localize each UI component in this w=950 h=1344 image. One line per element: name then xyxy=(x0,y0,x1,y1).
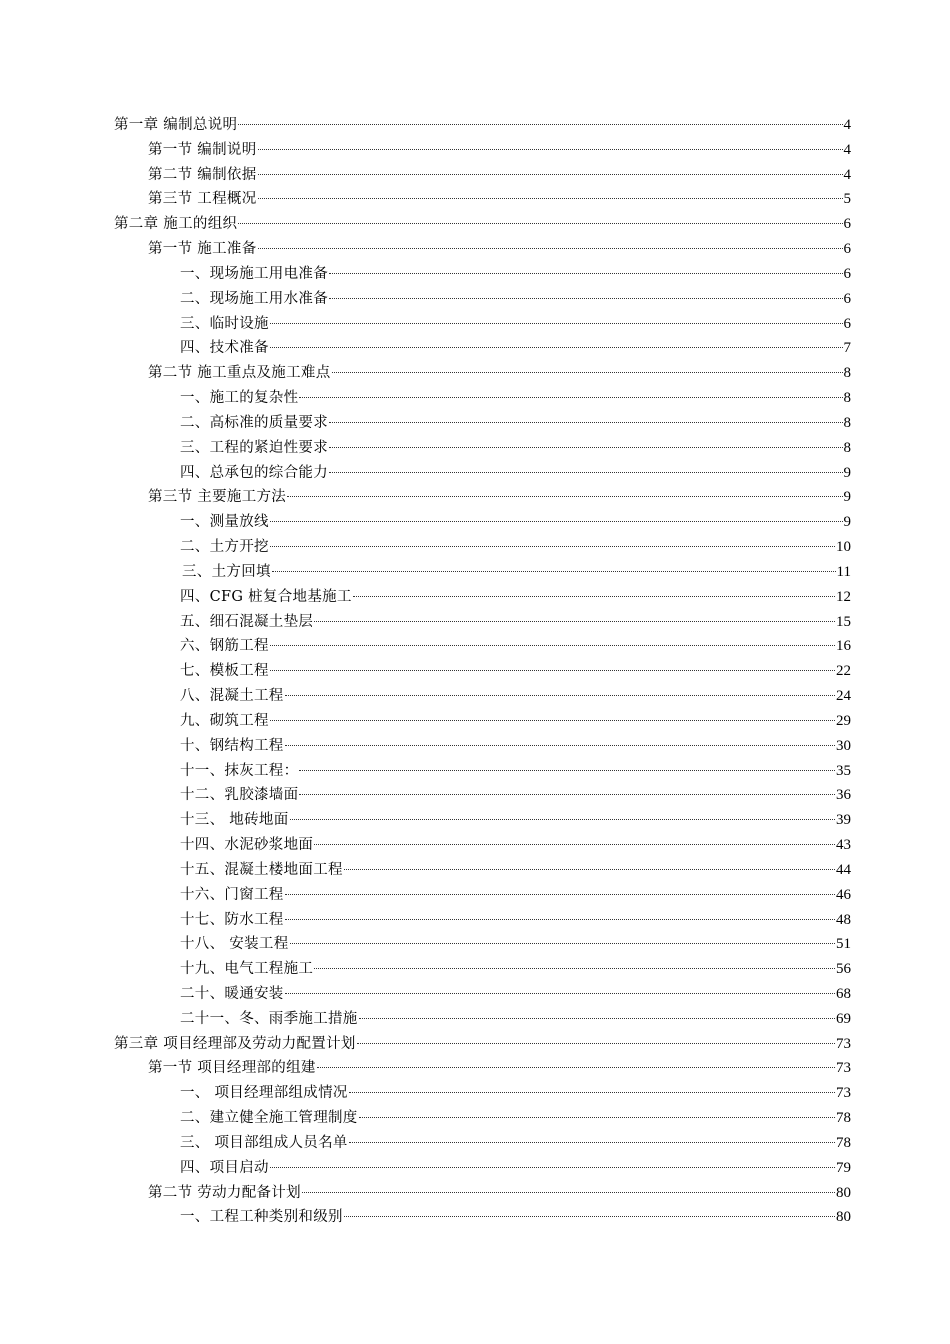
toc-entry-page-number: 7 xyxy=(843,340,851,357)
dot-leader xyxy=(299,397,842,398)
toc-entry-title: 九、砌筑工程 xyxy=(180,712,269,729)
toc-entry-title: 四、项目启动 xyxy=(180,1159,269,1176)
dot-leader xyxy=(359,1018,835,1019)
toc-entry[interactable] xyxy=(114,113,851,138)
dot-leader xyxy=(270,1167,835,1168)
toc-entry-title: 五、细石混凝土垫层 xyxy=(180,613,314,630)
dot-leader xyxy=(314,968,835,969)
toc-entry[interactable] xyxy=(114,932,851,957)
toc-entry[interactable] xyxy=(114,808,851,833)
toc-entry[interactable] xyxy=(114,858,851,883)
dot-leader xyxy=(290,819,835,820)
toc-entry-page-number: 6 xyxy=(843,315,851,332)
dot-leader xyxy=(270,323,843,324)
toc-entry-title: 第二章 施工的组织 xyxy=(114,216,238,233)
toc-entry-page-number: 8 xyxy=(843,390,851,407)
toc-entry-title: 十、钢结构工程 xyxy=(180,737,284,754)
toc-entry[interactable] xyxy=(114,734,851,759)
toc-entry-page-number: 6 xyxy=(843,290,851,307)
dot-leader xyxy=(299,770,835,771)
toc-entry-page-number: 39 xyxy=(836,812,851,829)
toc-entry-page-number: 9 xyxy=(843,464,851,481)
dot-leader xyxy=(314,844,835,845)
toc-entry-page-number: 79 xyxy=(836,1159,851,1176)
toc-entry-page-number: 80 xyxy=(836,1184,851,1201)
toc-entry-title: 二、建立健全施工管理制度 xyxy=(180,1110,358,1127)
toc-entry-page-number: 29 xyxy=(836,712,851,729)
dot-leader xyxy=(238,124,842,125)
toc-entry-title: 十六、门窗工程 xyxy=(180,886,284,903)
toc-entry-title: 二、高标准的质量要求 xyxy=(180,414,328,431)
toc-entry-title: 三、土方回填 xyxy=(182,563,271,580)
toc-entry-page-number: 80 xyxy=(836,1209,851,1226)
toc-entry-title: 十二、乳胶漆墙面 xyxy=(180,787,299,804)
toc-entry-title: 一、施工的复杂性 xyxy=(180,390,299,407)
toc-entry-page-number: 15 xyxy=(836,613,851,630)
toc-entry[interactable] xyxy=(114,783,851,808)
toc-entry-page-number: 12 xyxy=(836,588,851,605)
toc-entry-page-number: 43 xyxy=(836,837,851,854)
toc-entry[interactable] xyxy=(114,1081,851,1106)
toc-entry-title: 四、CFG 桩复合地基施工 xyxy=(180,588,352,605)
dot-leader xyxy=(285,745,835,746)
toc-entry-page-number: 48 xyxy=(836,911,851,928)
toc-entry-title: 十九、电气工程施工 xyxy=(180,961,314,978)
toc-entry-page-number: 35 xyxy=(836,762,851,779)
dot-leader xyxy=(285,919,835,920)
dot-leader xyxy=(285,695,835,696)
toc-entry-title: 十一、抹灰工程： xyxy=(180,762,299,779)
toc-entry-title: 四、总承包的综合能力 xyxy=(180,464,328,481)
toc-entry[interactable] xyxy=(114,312,851,337)
toc-entry[interactable] xyxy=(114,982,851,1007)
toc-entry[interactable] xyxy=(114,908,851,933)
toc-entry-page-number: 56 xyxy=(836,961,851,978)
toc-entry-page-number: 16 xyxy=(836,638,851,655)
toc-entry-page-number: 22 xyxy=(836,663,851,680)
toc-entry-page-number: 9 xyxy=(843,489,851,506)
dot-leader xyxy=(329,422,843,423)
toc-entry-page-number: 51 xyxy=(836,936,851,953)
toc-entry[interactable] xyxy=(114,262,851,287)
toc-entry-page-number: 36 xyxy=(836,787,851,804)
toc-entry-title: 第一章 编制总说明 xyxy=(114,117,238,133)
toc-entry-title: 第二节 劳动力配备计划 xyxy=(148,1184,301,1201)
toc-entry-title: 四、技术准备 xyxy=(180,340,269,357)
toc-entry[interactable] xyxy=(114,187,851,212)
toc-entry-page-number: 8 xyxy=(843,414,851,431)
dot-leader xyxy=(317,1067,835,1068)
toc-entry-page-number: 8 xyxy=(843,365,851,382)
dot-leader xyxy=(270,521,843,522)
dot-leader xyxy=(258,174,843,175)
dot-leader xyxy=(258,149,843,150)
toc-entry-page-number: 11 xyxy=(836,563,851,580)
dot-leader xyxy=(302,1192,835,1193)
toc-entry-title: 三、工程的紧迫性要求 xyxy=(180,439,328,456)
toc-entry[interactable] xyxy=(114,411,851,436)
toc-entry-page-number: 24 xyxy=(836,688,851,705)
toc-entry[interactable] xyxy=(114,634,851,659)
toc-entry[interactable] xyxy=(114,535,851,560)
toc-entry[interactable] xyxy=(114,1181,851,1206)
toc-entry-page-number: 4 xyxy=(843,141,851,158)
toc-entry-page-number: 5 xyxy=(843,191,851,208)
toc-entry[interactable] xyxy=(114,386,851,411)
dot-leader xyxy=(344,869,835,870)
dot-leader xyxy=(353,596,835,597)
toc-entry[interactable] xyxy=(114,684,851,709)
dot-leader xyxy=(329,447,843,448)
toc-entry-page-number: 6 xyxy=(843,241,851,258)
toc-entry-title: 二十、暖通安装 xyxy=(180,985,284,1002)
dot-leader xyxy=(270,670,835,671)
toc-entry-page-number: 69 xyxy=(836,1010,851,1027)
table-of-contents xyxy=(114,113,851,1230)
toc-entry-page-number: 73 xyxy=(836,1035,851,1052)
toc-entry[interactable] xyxy=(114,883,851,908)
toc-entry[interactable] xyxy=(114,1205,851,1230)
toc-entry-title: 八、混凝土工程 xyxy=(180,688,284,705)
dot-leader xyxy=(349,1092,835,1093)
toc-entry[interactable] xyxy=(114,461,851,486)
toc-entry[interactable] xyxy=(114,560,851,585)
toc-entry[interactable] xyxy=(114,485,851,510)
dot-leader xyxy=(285,894,835,895)
toc-entry[interactable] xyxy=(114,436,851,461)
toc-entry-title: 三、临时设施 xyxy=(180,315,269,332)
toc-entry-title: 一、工程工种类别和级别 xyxy=(180,1209,343,1226)
toc-entry-title: 七、模板工程 xyxy=(180,663,269,680)
dot-leader xyxy=(299,794,835,795)
dot-leader xyxy=(329,472,843,473)
toc-entry-title: 第一节 编制说明 xyxy=(148,141,257,158)
dot-leader xyxy=(258,248,843,249)
toc-entry-page-number: 9 xyxy=(843,514,851,531)
toc-entry[interactable] xyxy=(114,709,851,734)
dot-leader xyxy=(357,1043,835,1044)
toc-entry-page-number: 4 xyxy=(843,117,851,133)
toc-entry-title: 十八、 安装工程 xyxy=(180,936,289,953)
toc-entry-page-number: 10 xyxy=(836,539,851,556)
toc-entry[interactable] xyxy=(114,585,851,610)
toc-entry-title: 第二节 编制依据 xyxy=(148,166,257,183)
dot-leader xyxy=(329,298,843,299)
toc-entry-page-number: 68 xyxy=(836,985,851,1002)
toc-entry[interactable] xyxy=(114,287,851,312)
dot-leader xyxy=(349,1142,835,1143)
toc-entry-page-number: 44 xyxy=(836,861,851,878)
dot-leader xyxy=(270,546,835,547)
dot-leader xyxy=(270,347,843,348)
toc-entry[interactable] xyxy=(114,610,851,635)
dot-leader xyxy=(287,496,842,497)
toc-entry[interactable] xyxy=(114,237,851,262)
toc-entry[interactable] xyxy=(114,1131,851,1156)
dot-leader xyxy=(344,1216,835,1217)
toc-entry-title: 第三节 工程概况 xyxy=(148,191,257,208)
toc-entry[interactable] xyxy=(114,212,851,237)
toc-entry-page-number: 6 xyxy=(843,265,851,282)
dot-leader xyxy=(272,571,836,572)
toc-entry[interactable] xyxy=(114,1007,851,1032)
toc-entry-title: 第三章 项目经理部及劳动力配置计划 xyxy=(114,1035,356,1052)
toc-entry-title: 十五、混凝土楼地面工程 xyxy=(180,861,343,878)
toc-entry-title: 第二节 施工重点及施工难点 xyxy=(148,365,331,382)
dot-leader xyxy=(285,993,835,994)
toc-entry[interactable] xyxy=(114,163,851,188)
toc-entry[interactable] xyxy=(114,659,851,684)
toc-entry-page-number: 4 xyxy=(843,166,851,183)
toc-entry[interactable] xyxy=(114,1056,851,1081)
toc-entry[interactable] xyxy=(114,759,851,784)
toc-entry-page-number: 78 xyxy=(836,1134,851,1151)
dot-leader xyxy=(270,720,835,721)
toc-entry-title: 十七、防水工程 xyxy=(180,911,284,928)
dot-leader xyxy=(270,645,835,646)
toc-entry[interactable] xyxy=(114,1106,851,1131)
toc-entry[interactable] xyxy=(114,361,851,386)
toc-entry-page-number: 6 xyxy=(843,216,851,233)
toc-entry-page-number: 78 xyxy=(836,1110,851,1127)
toc-entry-title: 二十一、冬、雨季施工措施 xyxy=(180,1010,358,1027)
toc-entry-page-number: 46 xyxy=(836,886,851,903)
toc-entry[interactable] xyxy=(114,833,851,858)
toc-entry[interactable] xyxy=(114,138,851,163)
toc-entry[interactable] xyxy=(114,510,851,535)
dot-leader xyxy=(314,621,835,622)
toc-entry[interactable] xyxy=(114,1032,851,1057)
toc-entry[interactable] xyxy=(114,957,851,982)
toc-entry[interactable] xyxy=(114,336,851,361)
toc-entry-title: 十三、 地砖地面 xyxy=(180,812,289,829)
dot-leader xyxy=(332,372,843,373)
toc-entry-title: 一、测量放线 xyxy=(180,514,269,531)
dot-leader xyxy=(359,1117,835,1118)
toc-entry-page-number: 73 xyxy=(836,1060,851,1077)
toc-entry-page-number: 73 xyxy=(836,1085,851,1102)
dot-leader xyxy=(238,223,842,224)
dot-leader xyxy=(290,943,835,944)
toc-entry[interactable] xyxy=(114,1156,851,1181)
toc-entry-title: 第三节 主要施工方法 xyxy=(148,489,287,506)
toc-entry-title: 二、现场施工用水准备 xyxy=(180,290,328,307)
toc-entry-title: 一、 项目经理部组成情况 xyxy=(180,1085,348,1102)
toc-entry-title: 六、钢筋工程 xyxy=(180,638,269,655)
toc-entry-page-number: 30 xyxy=(836,737,851,754)
toc-entry-title: 二、土方开挖 xyxy=(180,539,269,556)
toc-entry-title: 第一节 项目经理部的组建 xyxy=(148,1060,316,1077)
toc-entry-title: 第一节 施工准备 xyxy=(148,241,257,258)
dot-leader xyxy=(329,273,843,274)
toc-entry-title: 十四、水泥砂浆地面 xyxy=(180,837,314,854)
dot-leader xyxy=(258,198,843,199)
toc-entry-title: 三、 项目部组成人员名单 xyxy=(180,1134,348,1151)
toc-entry-page-number: 8 xyxy=(843,439,851,456)
toc-entry-title: 一、现场施工用电准备 xyxy=(180,265,328,282)
